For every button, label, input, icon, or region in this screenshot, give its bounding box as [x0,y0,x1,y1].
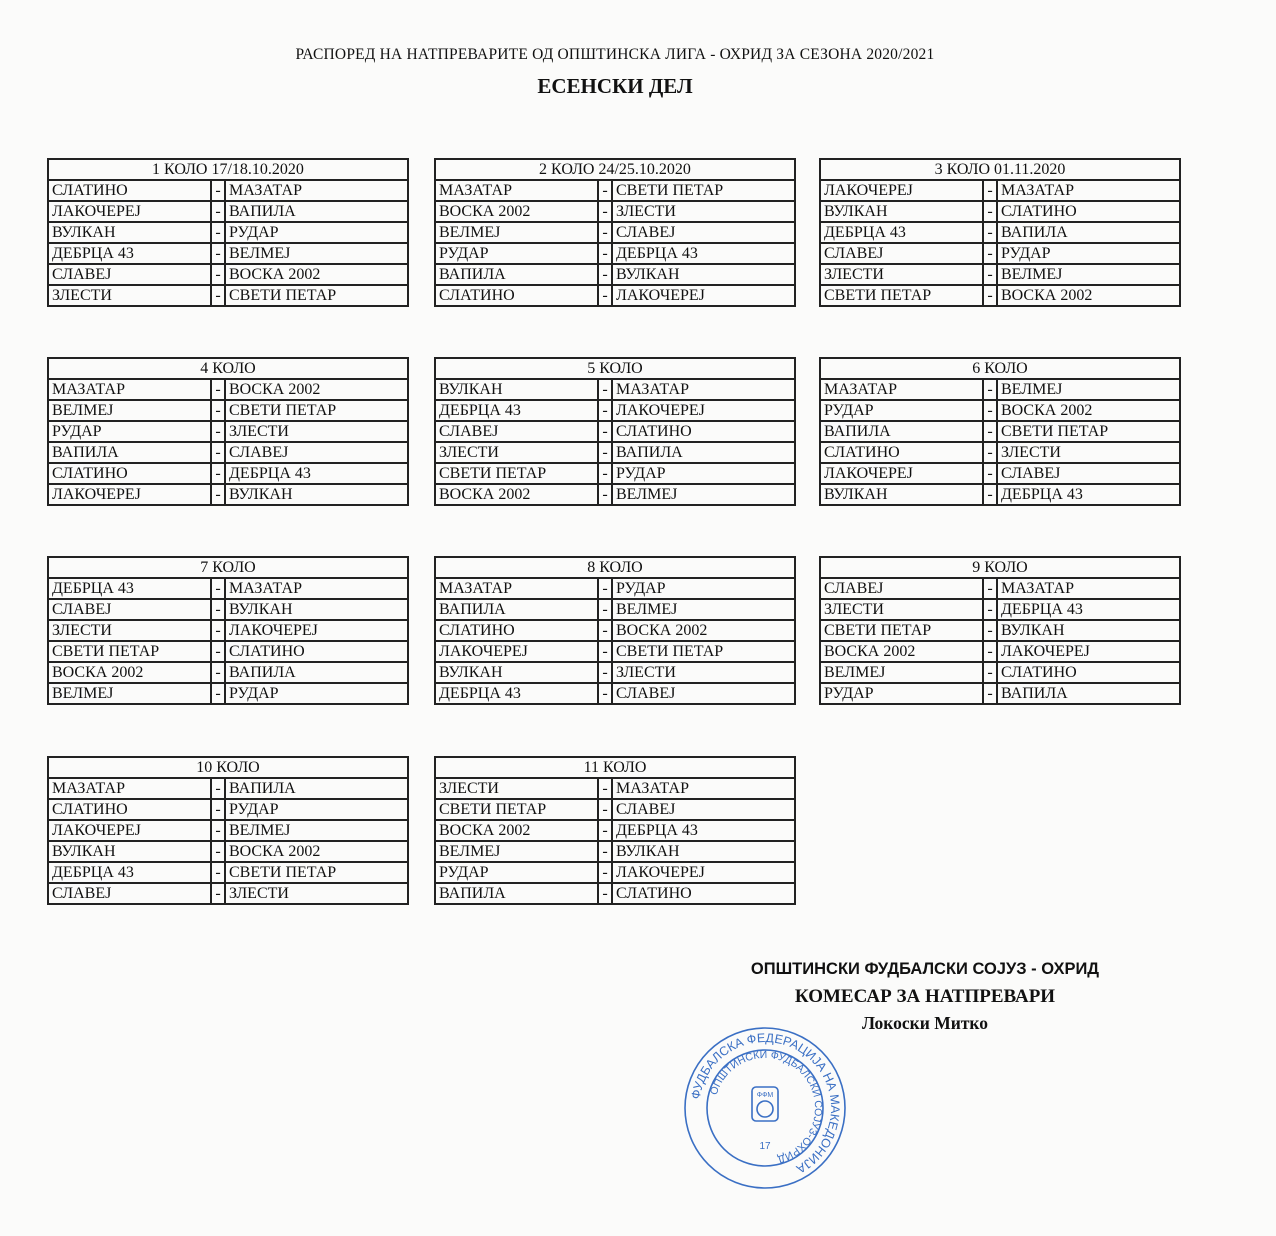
away-team: СЛАВЕЈ [612,799,795,820]
match-separator: - [598,641,612,662]
match-separator: - [598,578,612,599]
match-row [435,243,795,264]
match-separator: - [598,421,612,442]
match-row [435,379,795,400]
away-team: РУДАР [225,683,408,704]
away-team: ЗЛЕСТИ [612,201,795,222]
match-separator: - [211,222,225,243]
match-row [48,421,408,442]
away-team: ЗЛЕСТИ [225,883,408,904]
home-team: ЗЛЕСТИ [820,264,983,285]
match-separator: - [211,841,225,862]
away-team: ЗЛЕСТИ [225,421,408,442]
home-team: СЛАТИНО [48,180,211,201]
round-header: 3 КОЛО 01.11.2020 [820,159,1180,180]
match-separator: - [598,820,612,841]
match-row [435,285,795,306]
away-team: СЛАТИНО [997,201,1180,222]
match-separator: - [983,285,997,306]
match-row [435,222,795,243]
away-team: СВЕТИ ПЕТАР [225,285,408,306]
match-separator: - [211,285,225,306]
match-separator: - [598,883,612,904]
round-header: 1 КОЛО 17/18.10.2020 [48,159,408,180]
away-team: ВАПИЛА [612,442,795,463]
match-row [820,463,1180,484]
away-team: ВОСКА 2002 [225,379,408,400]
home-team: ЛАКОЧЕРЕЈ [48,820,211,841]
home-team: ВУЛКАН [820,484,983,505]
home-team: ВАПИЛА [435,599,598,620]
match-separator: - [598,285,612,306]
match-separator: - [983,463,997,484]
match-row [48,243,408,264]
home-team: СЛАТИНО [48,799,211,820]
home-team: ВУЛКАН [48,841,211,862]
away-team: ВАПИЛА [997,222,1180,243]
match-separator: - [211,264,225,285]
round-header: 9 КОЛО [820,557,1180,578]
away-team: ВЕЛМЕЈ [612,484,795,505]
round-header: 10 КОЛО [48,757,408,778]
home-team: ВОСКА 2002 [48,662,211,683]
round-header: 8 КОЛО [435,557,795,578]
match-separator: - [598,243,612,264]
match-row [48,841,408,862]
match-separator: - [983,683,997,704]
match-row [48,683,408,704]
home-team: СЛАТИНО [435,285,598,306]
match-row [820,285,1180,306]
match-row [48,820,408,841]
match-row [820,243,1180,264]
away-team: ВУЛКАН [612,264,795,285]
away-team: ВОСКА 2002 [612,620,795,641]
home-team: СВЕТИ ПЕТАР [435,799,598,820]
match-row [48,484,408,505]
match-separator: - [983,641,997,662]
home-team: МАЗАТАР [48,379,211,400]
match-separator: - [598,862,612,883]
away-team: ДЕБРЦА 43 [997,599,1180,620]
match-separator: - [211,862,225,883]
match-row [435,641,795,662]
away-team: ДЕБРЦА 43 [225,463,408,484]
match-row [48,662,408,683]
match-row [435,683,795,704]
home-team: ЛАКОЧЕРЕЈ [48,484,211,505]
away-team: СЛАТИНО [612,883,795,904]
stamp-outer-text: ФУДБАЛСКА ФЕДЕРАЦИЈА НА МАКЕДОНИЈА [688,1030,843,1177]
match-row [820,442,1180,463]
round-table [434,158,796,307]
away-team: ВЕЛМЕЈ [997,379,1180,400]
round-table [819,357,1181,506]
match-row [820,599,1180,620]
match-row [435,820,795,841]
round-header: 11 КОЛО [435,757,795,778]
match-separator: - [598,683,612,704]
home-team: СВЕТИ ПЕТАР [820,620,983,641]
match-row [48,799,408,820]
match-row [48,463,408,484]
match-row [820,379,1180,400]
home-team: ВЕЛМЕЈ [48,683,211,704]
away-team: МАЗАТАР [997,578,1180,599]
match-row [435,578,795,599]
away-team: ЗЛЕСТИ [997,442,1180,463]
home-team: РУДАР [820,683,983,704]
home-team: ВЕЛМЕЈ [820,662,983,683]
home-team: ЗЛЕСТИ [435,442,598,463]
match-row [435,620,795,641]
match-row [435,883,795,904]
match-row [48,222,408,243]
away-team: ЛАКОЧЕРЕЈ [612,862,795,883]
round-header: 5 КОЛО [435,358,795,379]
match-row [435,180,795,201]
match-separator: - [211,778,225,799]
round-header: 6 КОЛО [820,358,1180,379]
match-row [820,641,1180,662]
round-table [47,756,409,905]
home-team: РУДАР [435,862,598,883]
match-separator: - [211,578,225,599]
match-row [48,862,408,883]
match-row [48,599,408,620]
match-row [820,683,1180,704]
away-team: ВАПИЛА [225,778,408,799]
stamp-inner-text: ОПШТИНСКИ ФУДБАЛСКИ СОЈУЗ-ОХРИД [707,1048,825,1166]
match-separator: - [211,820,225,841]
match-row [435,799,795,820]
home-team: ДЕБРЦА 43 [48,862,211,883]
match-row [820,578,1180,599]
match-row [435,862,795,883]
match-separator: - [598,620,612,641]
away-team: ВОСКА 2002 [225,841,408,862]
match-row [435,264,795,285]
match-separator: - [983,620,997,641]
round-table [819,158,1181,307]
away-team: ВЕЛМЕЈ [225,243,408,264]
match-separator: - [983,578,997,599]
home-team: СЛАТИНО [820,442,983,463]
away-team: ВАПИЛА [997,683,1180,704]
home-team: ЛАКОЧЕРЕЈ [820,463,983,484]
away-team: ЗЛЕСТИ [612,662,795,683]
home-team: ДЕБРЦА 43 [48,243,211,264]
match-separator: - [598,778,612,799]
away-team: РУДАР [225,799,408,820]
away-team: ВЕЛМЕЈ [612,599,795,620]
match-separator: - [598,222,612,243]
match-row [435,442,795,463]
match-row [820,421,1180,442]
home-team: РУДАР [48,421,211,442]
match-row [48,285,408,306]
match-separator: - [211,243,225,264]
home-team: ВЕЛМЕЈ [435,841,598,862]
away-team: ВОСКА 2002 [997,400,1180,421]
home-team: ЗЛЕСТИ [435,778,598,799]
home-team: СЛАВЕЈ [48,599,211,620]
home-team: ЗЛЕСТИ [48,620,211,641]
home-team: СЛАТИНО [48,463,211,484]
match-separator: - [598,201,612,222]
match-row [820,400,1180,421]
away-team: СЛАТИНО [225,641,408,662]
match-row [435,484,795,505]
federation-stamp [682,1025,848,1191]
away-team: ВЕЛМЕЈ [225,820,408,841]
match-separator: - [983,180,997,201]
match-separator: - [211,379,225,400]
match-row [435,778,795,799]
away-team: ЛАКОЧЕРЕЈ [612,285,795,306]
match-separator: - [211,400,225,421]
away-team: МАЗАТАР [612,778,795,799]
match-separator: - [598,400,612,421]
match-separator: - [598,442,612,463]
match-separator: - [983,243,997,264]
home-team: ВОСКА 2002 [435,484,598,505]
match-separator: - [211,799,225,820]
away-team: СВЕТИ ПЕТАР [225,862,408,883]
round-table [47,357,409,506]
home-team: ВУЛКАН [435,379,598,400]
match-separator: - [211,883,225,904]
home-team: СЛАВЕЈ [48,264,211,285]
away-team: ЛАКОЧЕРЕЈ [612,400,795,421]
home-team: ВУЛКАН [48,222,211,243]
away-team: ВОСКА 2002 [997,285,1180,306]
home-team: ДЕБРЦА 43 [48,578,211,599]
round-header: 7 КОЛО [48,557,408,578]
home-team: ДЕБРЦА 43 [435,683,598,704]
match-row [48,778,408,799]
home-team: МАЗАТАР [435,578,598,599]
away-team: МАЗАТАР [612,379,795,400]
home-team: ВАПИЛА [435,264,598,285]
match-separator: - [598,463,612,484]
match-separator: - [983,400,997,421]
home-team: ВУЛКАН [820,201,983,222]
match-separator: - [211,201,225,222]
away-team: СЛАТИНО [612,421,795,442]
match-row [435,599,795,620]
match-separator: - [598,484,612,505]
match-row [48,883,408,904]
match-separator: - [211,662,225,683]
match-separator: - [211,421,225,442]
match-separator: - [983,264,997,285]
away-team: ЛАКОЧЕРЕЈ [225,620,408,641]
home-team: МАЗАТАР [435,180,598,201]
match-row [820,620,1180,641]
home-team: ВОСКА 2002 [820,641,983,662]
match-separator: - [211,620,225,641]
match-row [48,620,408,641]
away-team: МАЗАТАР [997,180,1180,201]
home-team: ЗЛЕСТИ [820,599,983,620]
away-team: СВЕТИ ПЕТАР [612,641,795,662]
home-team: ВОСКА 2002 [435,201,598,222]
away-team: ЛАКОЧЕРЕЈ [997,641,1180,662]
match-row [435,421,795,442]
match-row [435,463,795,484]
round-table [434,756,796,905]
match-separator: - [983,662,997,683]
match-separator: - [983,484,997,505]
organization-name: ОПШТИНСКИ ФУДБАЛСКИ СОЈУЗ - ОХРИД [750,960,1100,978]
home-team: МАЗАТАР [820,379,983,400]
away-team: СЛАВЕЈ [612,222,795,243]
match-row [820,222,1180,243]
home-team: СВЕТИ ПЕТАР [48,641,211,662]
match-separator: - [983,442,997,463]
match-row [48,400,408,421]
home-team: ВЕЛМЕЈ [48,400,211,421]
match-row [820,662,1180,683]
home-team: ЗЛЕСТИ [48,285,211,306]
home-team: ЛАКОЧЕРЕЈ [435,641,598,662]
away-team: РУДАР [225,222,408,243]
match-row [48,264,408,285]
match-separator: - [598,662,612,683]
home-team: СЛАВЕЈ [820,578,983,599]
away-team: СВЕТИ ПЕТАР [997,421,1180,442]
away-team: ВУЛКАН [997,620,1180,641]
match-row [435,400,795,421]
home-team: СЛАТИНО [435,620,598,641]
match-row [820,201,1180,222]
match-separator: - [598,599,612,620]
signer-name: Локоски Митко [861,1013,989,1033]
away-team: ВАПИЛА [225,201,408,222]
away-team: ДЕБРЦА 43 [612,243,795,264]
home-team: ЛАКОЧЕРЕЈ [48,201,211,222]
match-row [820,180,1180,201]
match-row [435,662,795,683]
home-team: ВЕЛМЕЈ [435,222,598,243]
home-team: РУДАР [820,400,983,421]
match-separator: - [598,379,612,400]
match-separator: - [598,799,612,820]
away-team: СВЕТИ ПЕТАР [612,180,795,201]
match-separator: - [211,599,225,620]
round-table [434,357,796,506]
home-team: СЛАВЕЈ [435,421,598,442]
document-title: РАСПОРЕД НА НАТПРЕВАРИТЕ ОД ОПШТИНСКА ЛИГА - ОХРИД ЗА СЕЗОНА 2020/2021 [295,46,935,63]
home-team: ВОСКА 2002 [435,820,598,841]
ball-icon [757,1101,773,1117]
away-team: РУДАР [997,243,1180,264]
home-team: ВАПИЛА [48,442,211,463]
home-team: СЛАВЕЈ [820,243,983,264]
away-team: РУДАР [612,578,795,599]
home-team: ВУЛКАН [435,662,598,683]
match-row [435,201,795,222]
match-row [48,379,408,400]
home-team: МАЗАТАР [48,778,211,799]
away-team: ВОСКА 2002 [225,264,408,285]
away-team: МАЗАТАР [225,578,408,599]
match-separator: - [211,641,225,662]
home-team: РУДАР [435,243,598,264]
away-team: ВУЛКАН [225,484,408,505]
away-team: ДЕБРЦА 43 [997,484,1180,505]
home-team: СВЕТИ ПЕТАР [435,463,598,484]
match-separator: - [983,379,997,400]
match-separator: - [211,463,225,484]
match-row [48,641,408,662]
match-separator: - [598,264,612,285]
match-row [820,484,1180,505]
match-separator: - [983,421,997,442]
home-team: ДЕБРЦА 43 [820,222,983,243]
match-row [48,442,408,463]
match-separator: - [598,841,612,862]
home-team: ЛАКОЧЕРЕЈ [820,180,983,201]
match-row [820,264,1180,285]
away-team: СЛАТИНО [997,662,1180,683]
match-row [48,180,408,201]
match-separator: - [211,442,225,463]
away-team: ВУЛКАН [225,599,408,620]
match-row [435,841,795,862]
match-row [48,578,408,599]
away-team: СЛАВЕЈ [612,683,795,704]
round-table [819,556,1181,705]
away-team: МАЗАТАР [225,180,408,201]
document-subtitle: ЕСЕНСКИ ДЕЛ [537,74,693,98]
home-team: ВАПИЛА [820,421,983,442]
home-team: СВЕТИ ПЕТАР [820,285,983,306]
home-team: ДЕБРЦА 43 [435,400,598,421]
match-separator: - [983,222,997,243]
match-row [48,201,408,222]
home-team: ВАПИЛА [435,883,598,904]
away-team: ВУЛКАН [612,841,795,862]
stamp-number: 17 [759,1141,771,1152]
match-separator: - [211,683,225,704]
round-header: 4 КОЛО [48,358,408,379]
match-separator: - [211,180,225,201]
match-separator: - [598,180,612,201]
match-separator: - [983,201,997,222]
away-team: ДЕБРЦА 43 [612,820,795,841]
stamp-emblem-text: ФФМ [756,1092,774,1099]
away-team: СЛАВЕЈ [997,463,1180,484]
round-header: 2 КОЛО 24/25.10.2020 [435,159,795,180]
away-team: СЛАВЕЈ [225,442,408,463]
round-table [47,556,409,705]
round-table [434,556,796,705]
commissioner-title: КОМЕСАР ЗА НАТПРЕВАРИ [794,986,1056,1007]
home-team: СЛАВЕЈ [48,883,211,904]
match-separator: - [983,599,997,620]
round-table [47,158,409,307]
match-separator: - [211,484,225,505]
away-team: СВЕТИ ПЕТАР [225,400,408,421]
away-team: ВЕЛМЕЈ [997,264,1180,285]
away-team: РУДАР [612,463,795,484]
away-team: ВАПИЛА [225,662,408,683]
